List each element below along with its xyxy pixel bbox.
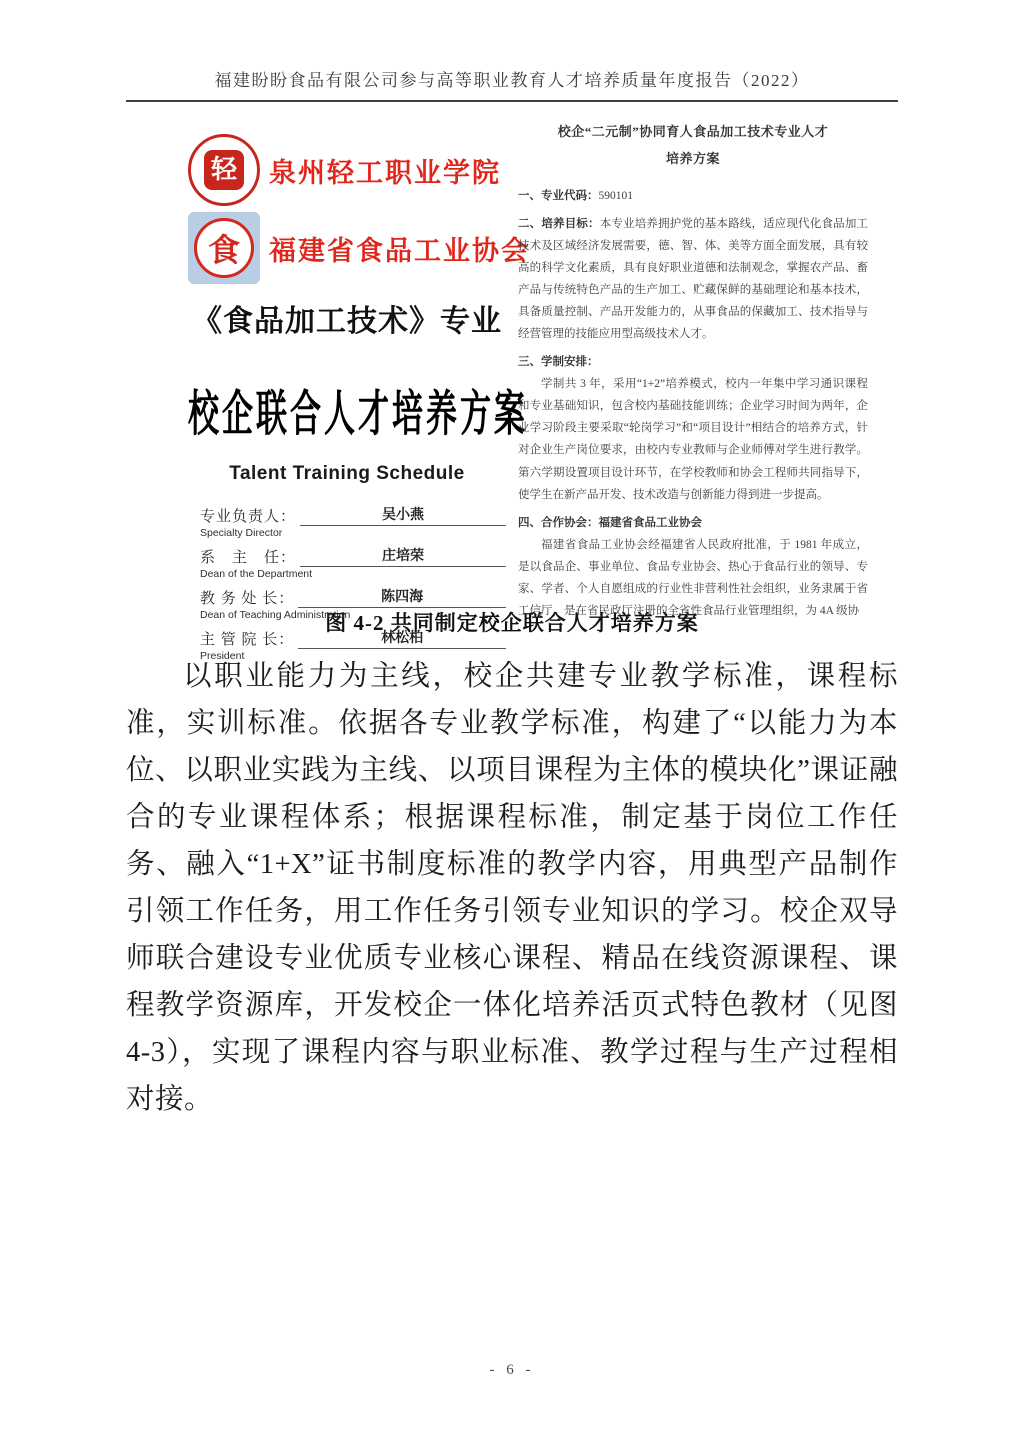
plan-subtitle-en: Talent Training Schedule xyxy=(229,463,465,484)
signature-name: 吴小燕 xyxy=(300,508,506,526)
association-logo-icon xyxy=(188,212,260,284)
signature-label: 主 管 院 长： xyxy=(200,632,295,648)
signature-name: 陈四海 xyxy=(298,590,506,608)
signature-dean-teaching xyxy=(200,587,506,621)
doc-section-label: 一、专业代码： xyxy=(518,189,599,202)
signature-label-en: Dean of Teaching Administration xyxy=(200,609,351,621)
university-name: 泉州轻工职业学院 xyxy=(269,157,501,188)
association-logo-circle xyxy=(194,218,254,278)
signature-specialty-director xyxy=(200,505,506,539)
signature-name: 林松柏 xyxy=(298,631,506,649)
signature-dean-department xyxy=(200,546,506,580)
doc-section-association-para: 福建省食品工业协会经福建省人民政府批准，于 1981 年成立，是以食品企、事业单位、食品专业协会、热心于食品行业的领导、专家、学者、个人自愿组成的行业性非营利性社会组织，业务隶属于省工信厅，是在省民政厅注册的全省性食品行业管理组织，为 4A 级协 xyxy=(518,538,868,617)
association-name: 福建省食品工业协会 xyxy=(269,235,530,266)
signature-label: 系 主 任： xyxy=(200,550,297,566)
association-logo-glyph: 食 xyxy=(207,232,240,268)
page-number: - 6 - xyxy=(489,1362,535,1378)
plan-doc-title xyxy=(518,118,868,173)
body-paragraph: 以职业能力为主线，校企共建专业教学标准，课程标准，实训标准。依据各专业教学标准，构建了“以能力为本位、以职业实践为主线、以项目课程为主体的模块化”课证融合的专业课程体系；根据课程标准，制定基于岗位工作任务、融入“1+X”证书制度标准的教学内容，用典型产品制作引领工作任务，用工作任务引领专业知识的学习。校企双导师联合建设专业优质专业核心课程、精品在线资源课程、课程教学资源库，开发校企一体化培养活页式特色教材（见图 4-3），实现了课程内容与职业标准、教学过程与生产过程相对接。 xyxy=(126,661,898,1116)
signature-label-en: Specialty Director xyxy=(200,527,283,539)
signature-label-en: President xyxy=(200,650,245,662)
doc-section-schedule xyxy=(518,351,868,373)
plan-doc-title-line1: 校企“二元制”协同育人食品加工技术专业人才 xyxy=(557,124,829,139)
doc-section-label: 二、培养目标： xyxy=(518,217,600,230)
association-row xyxy=(188,212,530,284)
signature-president xyxy=(200,628,506,662)
signature-label-en: Dean of the Department xyxy=(200,568,313,580)
doc-section-inline: 590101 xyxy=(598,189,633,202)
plan-title: 校企联合人才培养方案 xyxy=(188,386,528,441)
university-seal-icon xyxy=(188,134,260,206)
doc-section-inline: 本专业培养拥护党的基本路线，适应现代化食品加工技术及区域经济发展需要，德、智、体、美等方面全面发展，具有较高的科学文化素质，具有良好职业道德和法制观念，掌握农产品、畜产品与传统特色产品的生产加工、贮藏保鲜的基础理论和基本技术，具备质量控制、产品开发能力的，从事食品的保藏加工、技术指导与经营管理的技能应用型高级技术人才。 xyxy=(518,217,869,341)
signature-label: 专业负责人： xyxy=(200,509,297,525)
plan-doc-title-line2: 培养方案 xyxy=(665,151,720,167)
signature-label: 教 务 处 长： xyxy=(200,591,295,607)
page-content xyxy=(126,0,898,1123)
plan-document-panel xyxy=(518,118,868,622)
figure-caption: 图 4-2 共同制定校企联合人才培养方案 xyxy=(325,611,699,635)
doc-section-inline: 福建省食品工业协会 xyxy=(598,516,702,529)
doc-section-code xyxy=(518,185,868,207)
doc-section-label: 三、学制安排： xyxy=(518,356,599,369)
major-title: 《食品加工技术》专业 xyxy=(192,305,502,338)
university-seal-glyph: 轻 xyxy=(204,150,244,190)
page-header-title: 福建盼盼食品有限公司参与高等职业教育人才培养质量年度报告（2022） xyxy=(214,71,810,90)
doc-section-label: 四、合作协会： xyxy=(518,516,599,529)
doc-section-association xyxy=(518,512,868,534)
university-row xyxy=(188,134,506,206)
signature-name: 庄培荣 xyxy=(300,549,506,567)
signature-list xyxy=(188,505,506,662)
doc-section-goal xyxy=(518,213,868,345)
doc-section-schedule-para: 学制共 3 年，采用“1+2”培养模式，校内一年集中学习通识课程和专业基础知识，包含校内基础技能训练；企业学习时间为两年，企业学习阶段主要采取“轮岗学习”和“项目设计”相结合的培养方式，针对企业生产岗位要求，由校内专业教师与企业师傅对学生进行教学。第六学期设置项目设计环节，在学校教师和协会工程师共同指导下，使学生在新产品开发、技术改造与创新能力得到进一步提高。 xyxy=(518,378,868,501)
